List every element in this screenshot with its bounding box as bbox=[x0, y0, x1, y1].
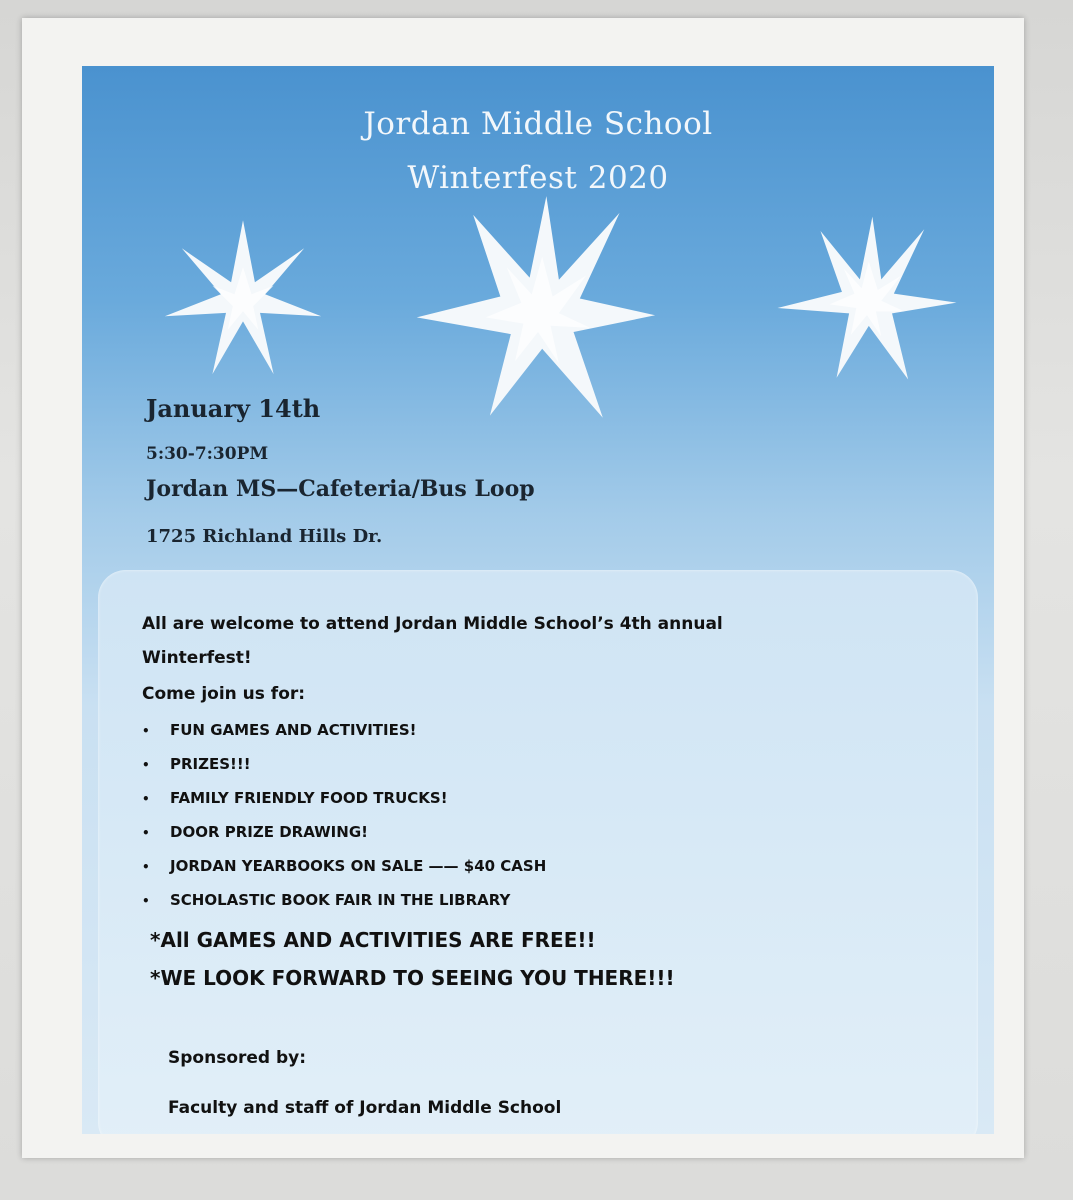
list-item bbox=[142, 821, 546, 855]
event-address: 1725 Richland Hills Dr. bbox=[146, 526, 383, 547]
list-item bbox=[142, 889, 546, 923]
bullet-icon: • bbox=[142, 724, 150, 738]
closing-note: *WE LOOK FORWARD TO SEEING YOU THERE!!! bbox=[150, 966, 675, 990]
bullet-icon: • bbox=[142, 792, 150, 806]
details-box bbox=[98, 570, 978, 1134]
intro-text-line1: All are welcome to attend Jordan Middle School’s 4th annual bbox=[142, 614, 723, 634]
activity-list bbox=[142, 719, 546, 923]
flyer-title-line2: Winterfest 2020 bbox=[407, 160, 669, 196]
bullet-icon: • bbox=[142, 758, 150, 772]
list-item-label: FUN GAMES AND ACTIVITIES! bbox=[170, 721, 417, 739]
snowflake-star-icon bbox=[772, 214, 962, 384]
list-item bbox=[142, 753, 546, 787]
snowflake-star-icon bbox=[408, 194, 668, 424]
intro-text-line2: Winterfest! bbox=[142, 648, 252, 668]
list-item-label: FAMILY FRIENDLY FOOD TRUCKS! bbox=[170, 789, 448, 807]
event-date: January 14th bbox=[146, 394, 321, 423]
sponsor-label: Sponsored by: bbox=[168, 1048, 307, 1068]
winterfest-flyer bbox=[82, 66, 994, 1134]
bullet-icon: • bbox=[142, 826, 150, 840]
list-item bbox=[142, 855, 546, 889]
list-item bbox=[142, 787, 546, 821]
sponsor-name: Faculty and staff of Jordan Middle School bbox=[168, 1098, 562, 1118]
snowflake-star-icon bbox=[158, 216, 328, 386]
list-item-label: DOOR PRIZE DRAWING! bbox=[170, 823, 368, 841]
list-item bbox=[142, 719, 546, 753]
free-activities-note: *All GAMES AND ACTIVITIES ARE FREE!! bbox=[150, 928, 596, 952]
flyer-title-line1: Jordan Middle School bbox=[363, 106, 713, 142]
bullet-icon: • bbox=[142, 860, 150, 874]
list-item-label: SCHOLASTIC BOOK FAIR IN THE LIBRARY bbox=[170, 891, 511, 909]
bullet-icon: • bbox=[142, 894, 150, 908]
event-venue: Jordan MS—Cafeteria/Bus Loop bbox=[146, 476, 535, 502]
document-page bbox=[22, 18, 1024, 1158]
intro-text-line3: Come join us for: bbox=[142, 684, 306, 704]
list-item-label: PRIZES!!! bbox=[170, 755, 251, 773]
event-time: 5:30-7:30PM bbox=[146, 444, 269, 464]
list-item-label: JORDAN YEARBOOKS ON SALE —— $40 CASH bbox=[170, 857, 547, 875]
